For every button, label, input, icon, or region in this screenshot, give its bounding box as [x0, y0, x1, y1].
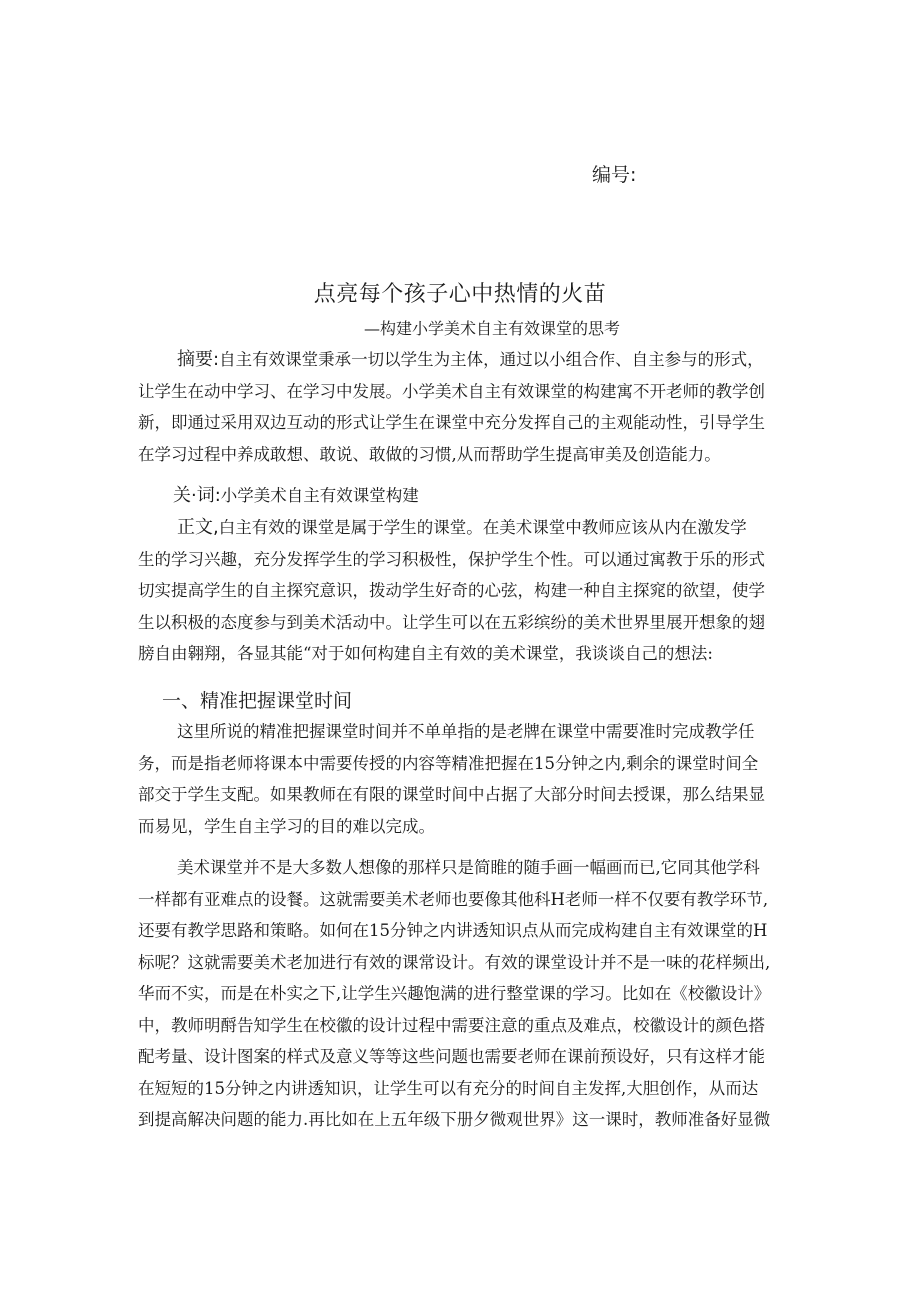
abstract-line: 新，即通过采用双边互动的形式让学生在课堂中充分发挥自己的主观能动性，引导学生 — [138, 413, 765, 432]
abstract-line: 在学习过程中养成敢想、敢说、敢做的习惯,从而帮助学生提高审美及创造能力。 — [138, 444, 721, 464]
abstract-text: 自主有效课堂秉承一切以学生为主体，通过以小组合作、自主参与的形式， — [219, 350, 764, 369]
body-line: 生的学习兴趣，充分发挥学生的学习积极性，保护学生个性。可以通过寓教于乐的形式 — [138, 549, 765, 569]
paragraph-line: 务，而是指老师将课本中需要传授的内容等精准把握在15分钟之内,剩余的课堂时间全 — [138, 753, 759, 773]
keywords-row — [138, 480, 790, 512]
paragraph-line: 一样都有亚难点的设餐。这就需要美术老师也要像其他科H老师一样不仅要有教学环节, — [138, 889, 769, 909]
document-subtitle: —构建小学美术自主有效课堂的思考 — [364, 319, 621, 338]
body-line — [138, 512, 790, 544]
paragraph-line: 部交于学生支配。如果教师在有限的课堂时间中占据了大部分时间去授课，那么结果显 — [138, 785, 765, 804]
serial-number-label: 编号: — [592, 164, 637, 186]
section1-paragraph-1 — [138, 716, 790, 842]
paragraph-line: 华而不实，而是在朴实之下,让学生兴趣饱满的进行整堂课的学习。比如在《校徽设计》 — [138, 984, 771, 1003]
body-line: 膀自由翱翔，各显其能“对于如何构建自主有效的美术课堂，我谈谈自己的想法: — [138, 644, 713, 663]
paragraph-line: 在短短的15分钟之内讲透知识，让学生可以有充分的时间自主发挥,大胆创作，从而达 — [138, 1078, 759, 1098]
paragraph-line: 到提高解决问题的能力.再比如在上五年级下册夕微观世界》这一课时，教师准备好显微 — [138, 1110, 771, 1129]
document-title: 点亮每个孩子心中热情的火苗 — [313, 282, 607, 307]
body-line: 生以积极的态度参与到美术活动中。让学生可以在五彩缤纷的美术世界里展开想象的翅 — [138, 612, 765, 632]
body-line: 切实提高学生的自主探究意识，拨动学生好奇的心弦，构建一种自主探窕的欲望，使学 — [138, 581, 765, 600]
body-intro-paragraph — [138, 512, 790, 670]
paragraph-line: 而易见，学生自主学习的目的难以完成。 — [138, 816, 435, 836]
abstract-label: 摘要: — [177, 349, 220, 370]
paragraph-line: 中，教师明酹告知学生在校徽的设计过程中需要注意的重点及难点，校徽设计的颜色搭 — [138, 1015, 765, 1035]
paragraph-line: 标呢？这就需要美术老加进行有效的课常设计。有效的课堂设计并不是一味的花样频出, — [138, 952, 771, 972]
paragraph-line: 美术课堂并不是大多数人想像的那样只是简睢的随手画一幅画而已,它同其他学科 — [177, 858, 760, 877]
body-text: 白主有效的课堂是属于学生的课堂。在美术课堂中教师应该从内在激发学 — [218, 518, 747, 537]
abstract-line: 让学生在动中学习、在学习中发展。小学美术自主有效课堂的构建寓不开老师的教学创 — [138, 381, 765, 401]
paragraph-line: 这里所说的精准把握课堂时间并不单单指的是老牌在课堂中需要准时完成教学任 — [177, 722, 755, 741]
keywords-label: 关·词: — [173, 485, 221, 506]
body-label: 正文, — [177, 517, 219, 538]
keywords-text: 小学美术自主有效课堂构建 — [220, 486, 419, 505]
abstract-paragraph — [138, 344, 790, 470]
section1-paragraph-2 — [138, 852, 790, 1136]
abstract-line — [138, 344, 790, 376]
paragraph-line: 配考量、设计图案的样式及意义等等这些问题也需要老师在课前预设好，只有这样才能 — [138, 1047, 765, 1066]
paragraph-line: 还要有教学思路和策略。如何在15分钟之内讲透知识点从而完成构建自主有效课堂的H — [138, 921, 768, 940]
section-heading: 一、精准把握课堂时间 — [162, 690, 353, 712]
keywords-line — [138, 480, 790, 512]
